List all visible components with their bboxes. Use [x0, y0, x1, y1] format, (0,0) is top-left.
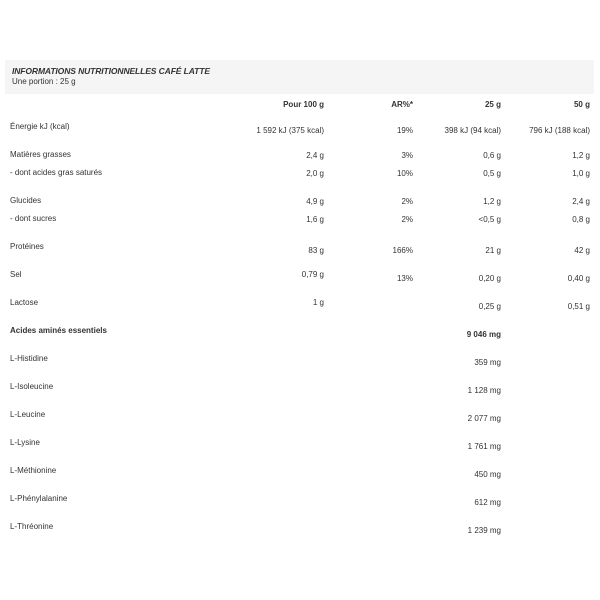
row-label: Protéines — [10, 242, 44, 251]
row-label: Lactose — [10, 298, 39, 307]
row-value-ar: 2% — [401, 197, 413, 206]
row-value-50g: 1,0 g — [572, 169, 590, 178]
amino-value: 1 239 mg — [467, 526, 501, 535]
row-value-ar: 3% — [401, 151, 413, 160]
row-value-ar: 19% — [396, 126, 413, 135]
amino-label: L-Lysine — [10, 438, 40, 447]
row-value-per100: 2,4 g — [306, 151, 324, 160]
amino-value: 1 128 mg — [467, 386, 501, 395]
row-value-50g: 1,2 g — [572, 151, 590, 160]
row-value-25g: 1,2 g — [483, 197, 501, 206]
amino-label: L-Thréonine — [10, 522, 54, 531]
row-value-25g: 398 kJ (94 kcal) — [444, 126, 501, 135]
row-value-ar: 13% — [396, 274, 413, 283]
row-label: Glucides — [10, 196, 42, 205]
row-value-50g: 0,40 g — [567, 274, 590, 283]
row-value-25g: 0,20 g — [478, 274, 501, 283]
column-header-per100: Pour 100 g — [283, 100, 324, 109]
row-value-per100: 0,79 g — [301, 270, 324, 279]
row-value-50g: 0,51 g — [567, 302, 590, 311]
row-label: - dont sucres — [10, 214, 57, 223]
amino-label: L-Phénylalanine — [10, 494, 68, 503]
serving-size: Une portion : 25 g — [12, 77, 76, 86]
row-value-per100: 1 592 kJ (375 kcal) — [256, 126, 324, 135]
row-value-per100: 83 g — [308, 246, 324, 255]
row-label: Sel — [10, 270, 22, 279]
row-value-25g: <0,5 g — [478, 215, 501, 224]
column-header-50g: 50 g — [573, 100, 590, 109]
amino-value: 612 mg — [474, 498, 501, 507]
row-value-50g: 796 kJ (188 kcal) — [529, 126, 590, 135]
column-header-ar: AR%* — [391, 100, 413, 109]
column-header-25g: 25 g — [484, 100, 501, 109]
amino-label: L-Leucine — [10, 410, 46, 419]
amino-value: 450 mg — [474, 470, 501, 479]
amino-label: L-Histidine — [10, 354, 48, 363]
amino-value: 1 761 mg — [467, 442, 501, 451]
amino-value: 2 077 mg — [467, 414, 501, 423]
row-value-25g: 0,6 g — [483, 151, 501, 160]
row-value-per100: 2,0 g — [306, 169, 324, 178]
row-value-50g: 2,4 g — [572, 197, 590, 206]
amino-label: L-Méthionine — [10, 466, 57, 475]
row-value-25g: 0,25 g — [478, 302, 501, 311]
table-header-banner — [5, 60, 594, 94]
row-value-50g: 42 g — [574, 246, 590, 255]
amino-value: 359 mg — [474, 358, 501, 367]
amino-total: 9 046 mg — [466, 330, 501, 339]
row-value-per100: 1 g — [312, 298, 324, 307]
table-title: INFORMATIONS NUTRITIONNELLES CAFÉ LATTE — [12, 66, 210, 76]
row-label: Énergie kJ (kcal) — [10, 122, 70, 131]
row-value-per100: 1,6 g — [306, 215, 324, 224]
row-value-50g: 0,8 g — [572, 215, 590, 224]
row-label: - dont acides gras saturés — [10, 168, 103, 177]
row-value-per100: 4,9 g — [306, 197, 324, 206]
row-value-ar: 10% — [396, 169, 413, 178]
row-value-ar: 166% — [392, 246, 413, 255]
row-value-ar: 2% — [401, 215, 413, 224]
row-value-25g: 21 g — [485, 246, 501, 255]
amino-label: L-Isoleucine — [10, 382, 54, 391]
row-label: Matières grasses — [10, 150, 71, 159]
amino-heading: Acides aminés essentiels — [10, 326, 107, 335]
row-value-25g: 0,5 g — [483, 169, 501, 178]
